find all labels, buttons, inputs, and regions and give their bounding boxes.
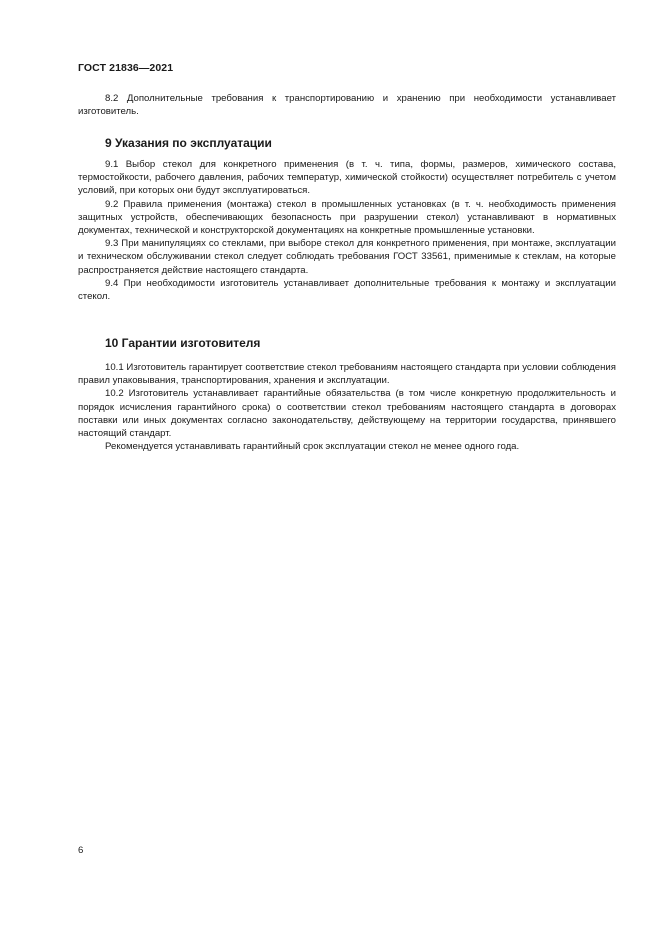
clause-9-2: 9.2 Правила применения (монтажа) стекол в промышленных установках (в т. ч. необходимость применения защитных устройств, обеспечивающих безопасность при разрушении стекол) устанавливают в нормативных документах, технической и конструкторской документациях на конкретные промышленные установки. — [78, 198, 616, 237]
clause-9-1: 9.1 Выбор стекол для конкретного применения (в т. ч. типа, формы, размеров, химического состава, термостойкости, рабочего давления, рабочих температур, химической стойкости) осуществляет потребитель с учетом условий, при которых они будут эксплуатироваться. — [78, 159, 616, 197]
section-9-heading-block — [78, 136, 616, 151]
section-9-body — [78, 158, 616, 303]
clause-10-1: 10.1 Изготовитель гарантирует соответствие стекол требованиям настоящего стандарта при условии соблюдения правил упаковывания, транспортирования, хранения и эксплуатации. — [78, 362, 616, 387]
clause-10-recommendation: Рекомендуется устанавливать гарантийный срок эксплуатации стекол не менее одного года. — [105, 441, 520, 453]
section-10-body — [78, 361, 616, 453]
clause-8-2-block — [78, 92, 616, 118]
section-10-heading-block — [78, 336, 616, 351]
clause-10-2: 10.2 Изготовитель устанавливает гарантийные обязательства (в том числе конкретную продолжительность и порядок исчисления гарантийного срока) о соответствии стекол требованиям настоящего стандарта в договорах поставки или иных документах согласно законодательству, действующему на территории государства, принявшего настоящий стандарт. — [78, 388, 616, 440]
clause-9-4: 9.4 При необходимости изготовитель устанавливает дополнительные требования к монтажу и эксплуатации стекол. — [78, 277, 616, 303]
page-number: 6 — [78, 845, 84, 856]
clause-9-3: 9.3 При манипуляциях со стеклами, при выборе стекол для конкретного применения, при монтаже, эксплуатации и техническом обслуживании стекол следует соблюдать требования ГОСТ 33561, применимые к стеклам, на которые распространяется действие настоящего стандарта. — [78, 238, 616, 276]
clause-8-2: 8.2 Дополнительные требования к транспортированию и хранению при необходимости устанавливает изготовитель. — [78, 93, 616, 118]
section-10-title: 10 Гарантии изготовителя — [105, 336, 261, 350]
document-header: ГОСТ 21836—2021 — [78, 62, 174, 74]
section-9-title: 9 Указания по эксплуатации — [105, 136, 272, 150]
